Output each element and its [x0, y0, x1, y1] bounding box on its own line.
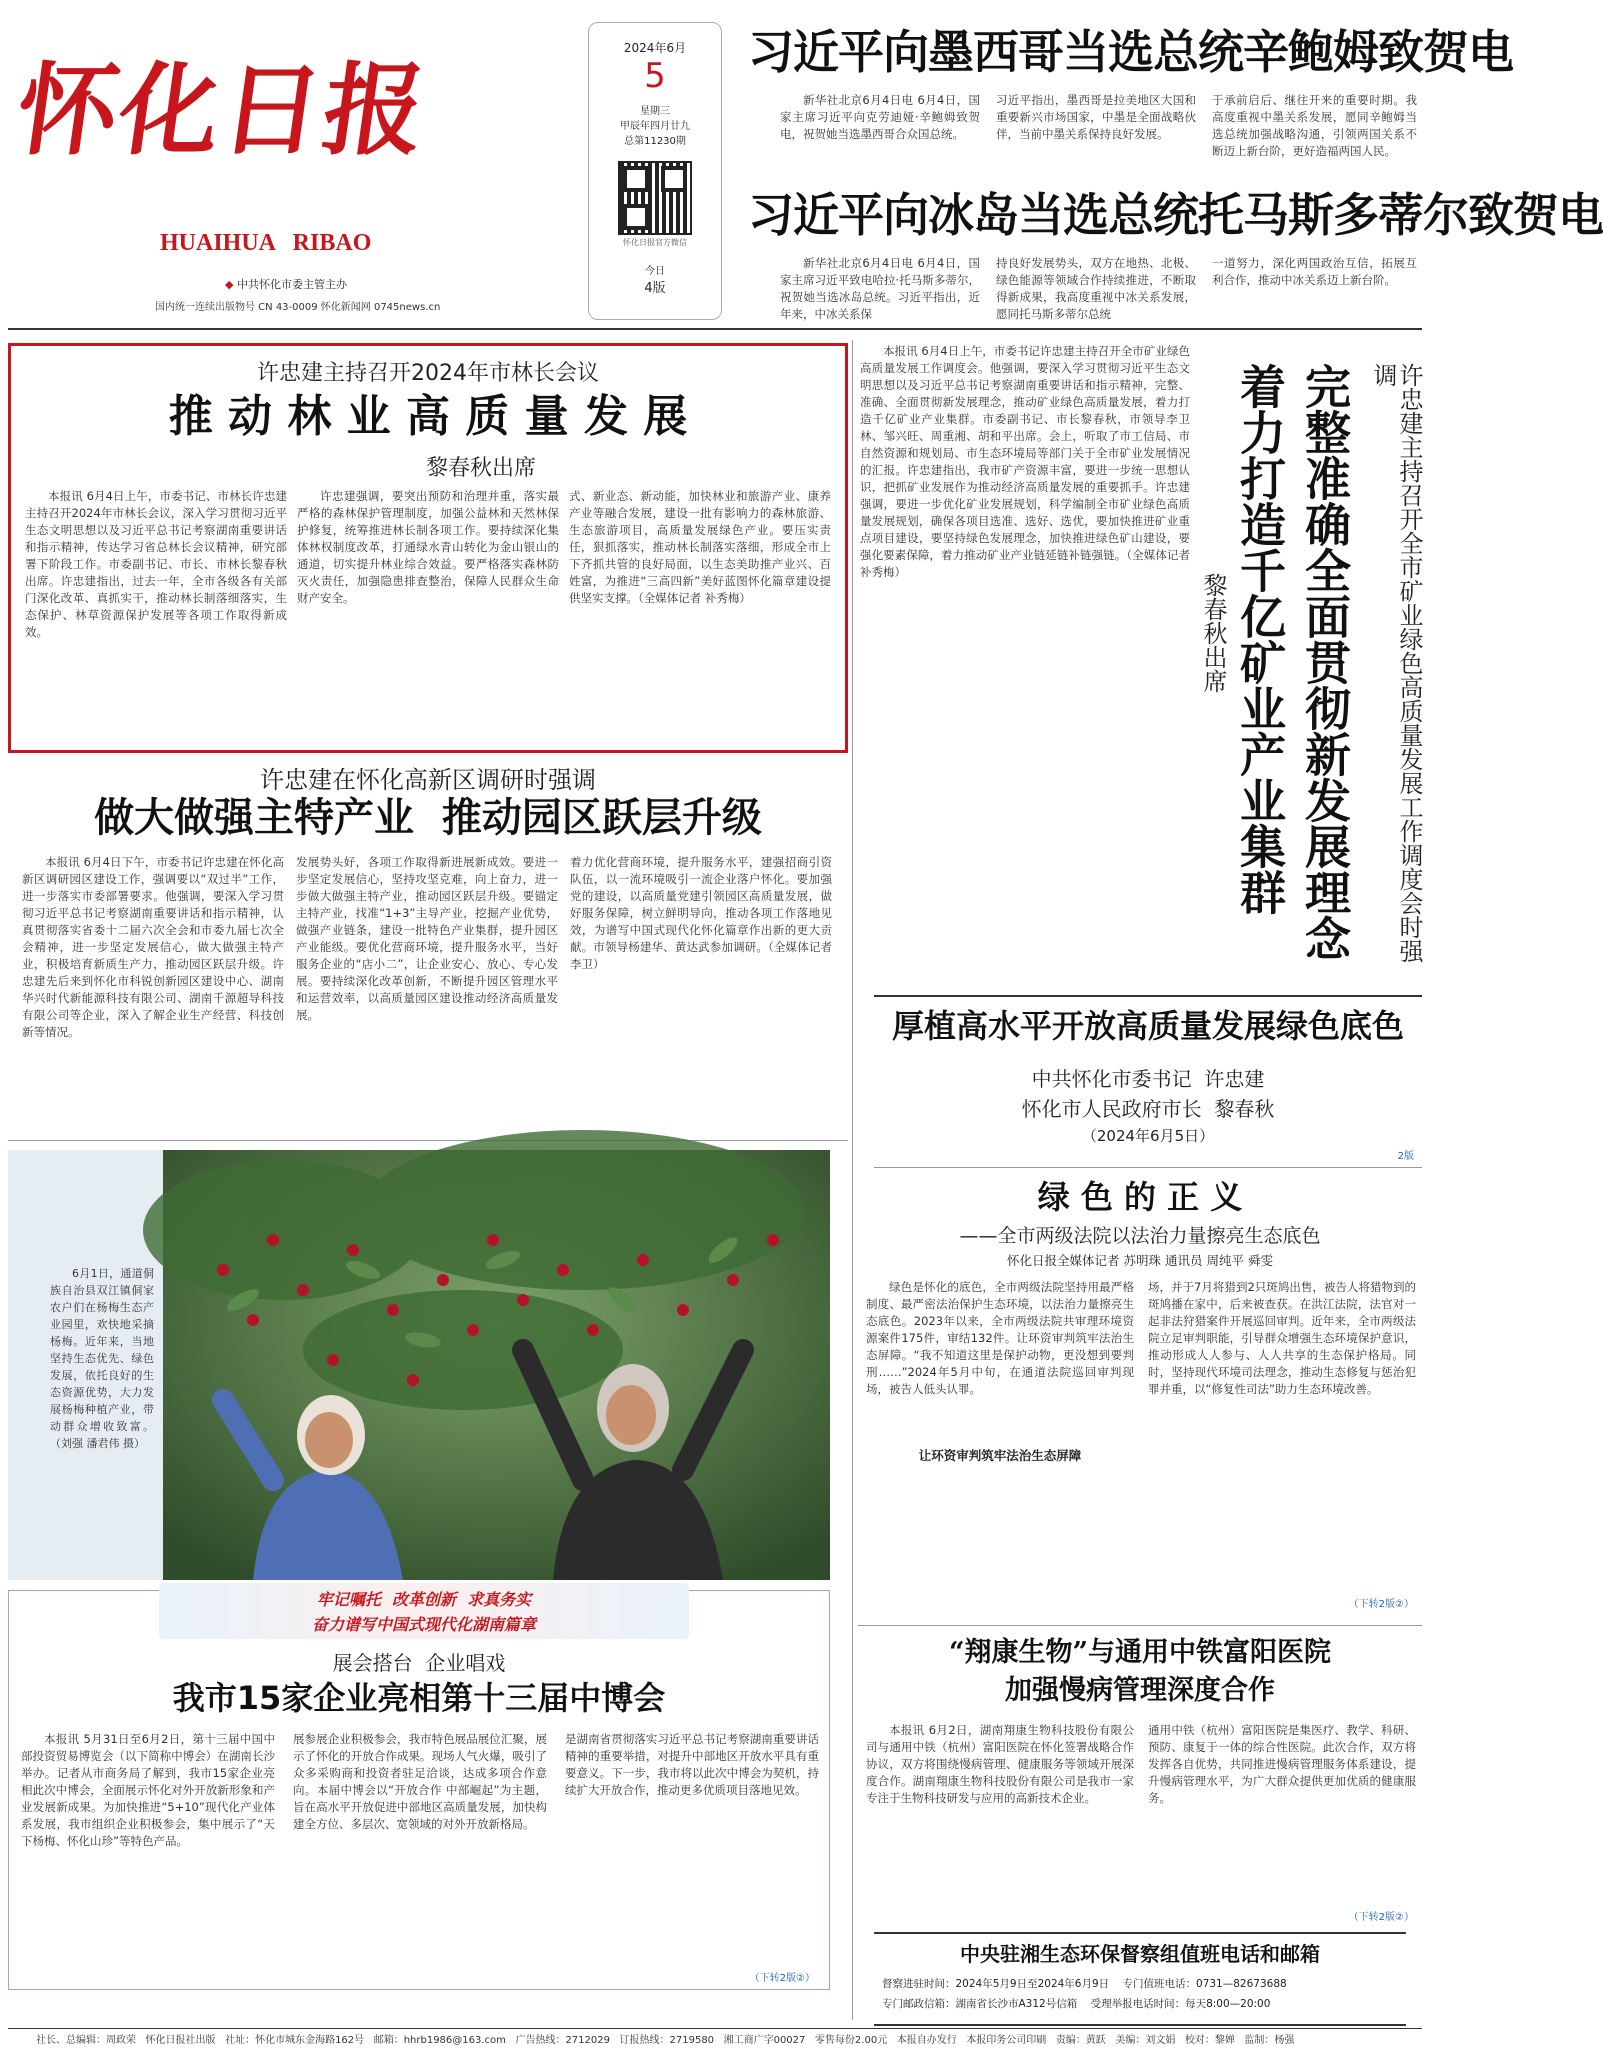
minerals-headline-a: 完整准确全面贯彻新发展理念: [1298, 363, 1352, 961]
supervision-title: 中央驻湘生态环保督察组值班电话和邮箱: [960, 1942, 1320, 1966]
expo-col3: 是湖南省贯彻落实习近平总书记考察湖南重要讲话精神的重要举措，对提升中部地区开放水平具有重要意义。下一步，我市将以此次中博会为契机，持续扩大开放合作，推动更多优质项目落地见效。: [565, 1732, 819, 1797]
commentary-headline: 厚植高水平开放高质量发展绿色底色: [891, 1007, 1404, 1045]
hightech-headline: 做大做强主特产业 推动园区跃层升级: [94, 795, 762, 841]
pages-label: 今日: [645, 266, 665, 277]
footer: 社长、总编辑：周政荣 怀化日报社出版 社址：怀化市城东金海路162号 邮箱：hhrb1986@163.com 广告热线：2712029 订报热线：2719580 湘工商广字00027 零售每份2.00元 本报自办发行 本报印务公司印刷 责编：黄跃 美编：刘文娟 校对：黎婵 监制：杨强: [36, 2035, 1295, 2046]
photo-image: [163, 1150, 830, 1580]
pages-count: 4版: [644, 281, 666, 296]
masthead: [0, 0, 1603, 325]
forestry-kicker: 许忠建主持召开2024年市林长会议: [257, 361, 599, 386]
minerals-col1: 本报讯 6月4日上午，市委书记许忠建主持召开全市矿业绿色高质量发展工作调度会。他强调，要深入学习贯彻习近平生态文明思想以及习近平总书记考察湖南重要讲话和指示精神，完整、准确、全面贯彻新发展理念，推动矿业绿色高质量发展，着力打造千亿矿业产业集群。市委副书记、市长黎春秋，市领导李卫林、邹兴旺、周重湘、胡和平出席。会上，听取了市工信局、市自然资源和规划局、市生态环境局等部门关于全市矿业发展情况的汇报。许忠建指出，我市矿产资源丰富，要进一步统一思想认识，把抓矿业发展作为推动经济高质量发展的重要抓手。许忠建强调，要进一步优化矿业发展规划，科学编制全市矿业绿色高质量发展规划，确保各项目选准、选好、选优，要加快推进矿业重点项目建设，要坚持绿色发展理念，加快推进绿色矿山建设，要强化要素保障，着力推动矿业产业链延链补链强链。（全媒体记者 补秀梅）: [860, 344, 1190, 579]
bio-continue: （下转2版②）: [1348, 1912, 1414, 1923]
date-day: 5: [644, 56, 666, 96]
minerals-kicker: 许忠建主持召开全市矿业绿色高质量发展工作调度会时强调: [1369, 363, 1423, 963]
bio-headline-b: 加强慢病管理深度合作: [1005, 1675, 1275, 1706]
forestry-sub: 黎春秋出席: [425, 456, 536, 481]
top-news-2-headline: 习近平向冰岛当选总统托马斯多蒂尔致贺电: [748, 188, 1603, 242]
justice-sub: ——全市两级法院以法治力量擦亮生态底色: [959, 1225, 1321, 1247]
article-bio: [858, 1625, 1422, 1926]
col-separator-main: [852, 340, 853, 2020]
banner-line1: 牢记嘱托 改革创新 求真务实: [316, 1590, 532, 1609]
article-hightech: [8, 760, 848, 1110]
justice-section: 让环资审判筑牢法治生态屏障: [866, 1445, 1134, 1467]
article-minerals: [858, 343, 1422, 983]
top-news-2-col3: 一道努力，深化两国政治互信，拓展互利合作，推动中冰关系迈上新台阶。: [1212, 256, 1417, 287]
justice-col2: 场，并于7月将猎到2只斑鸠出售，被告人将猎物到的斑鸠播在家中，后来被查获。在洪江法院，法官对一起非法狩猎案件开展巡回审判。近年来，全市两级法院立足审判职能，引导群众增强生态环境保护意识，推动形成人人参与、人人共享的生态保护格局。同时，坚持现代环境司法理念，推动生态修复与惩治犯罪并重，以“修复性司法”助力生态环境改善。: [1148, 1280, 1416, 1396]
photo-block: [8, 1150, 830, 1580]
date-box: [588, 22, 722, 320]
photo-caption: 6月1日，通道侗族自治县双江镇侗家农户们在杨梅生态产业园里，欢快地采摘杨梅。近年来，当地坚持生态优先、绿色发展，依托良好的生态资源优势，大力发展杨梅种植产业，带动群众增收致富。（刘强 潘君伟 摄）: [50, 1267, 154, 1450]
justice-col1: 绿色是怀化的底色，全市两级法院坚持用最严格制度、最严密法治保护生态环境，以法治力量擦亮生态底色。2023年以来，全市两级法院共审理环境资源案件175件，审结132件。让环资审判筑牢法治生态屏障。“我不知道这里是保护动物，更没想到要判刑……”2024年5月中旬，在通道法院巡回审判现场，被告人低头认罪。: [866, 1280, 1134, 1396]
commentary-author2: 怀化市人民政府市长 黎春秋: [1021, 1097, 1275, 1121]
top-news-1-headline: 习近平向墨西哥当选总统辛鲍姆致贺电: [748, 25, 1513, 79]
hightech-col1: 本报讯 6月4日下午，市委书记许忠建在怀化高新区调研园区建设工作，强调要以“双过半”工作，进一步落实市委部署要求。他强调，要深入学习贯彻习近平总书记考察湖南重要讲话和指示精神，认真贯彻落实省委十二届六次全会和市委九届七次全会精神，进一步坚定发展信心，做大做强主特产业，积极培育新质生产力，推动园区跃层升级。许忠建先后来到怀化市科锐创新园区建设中心、湖南华兴时代新能源科技有限公司、湖南千源超导科技有限公司等企业，深入了解企业生产经营、科技创新等情况。: [22, 855, 284, 1039]
forestry-col1: 本报讯 6月4日上午，市委书记、市林长许忠建主持召开2024年市林长会议，深入学习贯彻习近平生态文明思想以及习近平总书记考察湖南重要讲话和指示精神，传达学习省总林长会议精神，研究部署下阶段工作。市委副书记、市长、市林长黎春秋出席。许忠建指出，过去一年，全市各级各有关部门深化改革、真抓实干，推动林长制落细落实，生态保护、林草资源保护发展等各项工作取得新成效。: [25, 489, 287, 639]
hightech-kicker: 许忠建在怀化高新区调研时强调: [260, 766, 596, 794]
top-news-2-col2: 持良好发展势头，双方在地热、北极、绿色能源等领域合作持续推进，不断取得新成果，我高度重视中冰关系发展，愿同托马斯多蒂尔总统: [996, 256, 1196, 321]
forestry-col3: 式、新业态、新动能，加快林业和旅游产业、康养产业等融合发展，建设一批有影响力的森林旅游、生态旅游项目，高质量发展绿色产业。要压实责任，狠抓落实，推动林长制落实落细，形成全市上下齐抓共管的良好局面，以生态美助推产业兴、百姓富，为推进“三高四新”美好蓝图怀化篇章建设提供坚实支撑。（全媒体记者 补秀梅）: [569, 489, 831, 605]
bio-col1: 本报讯 6月2日，湖南翔康生物科技股份有限公司与通用中铁（杭州）富阳医院在怀化签署战略合作协议，双方将围绕慢病管理、健康服务等领域开展深度合作。湖南翔康生物科技股份有限公司是我市一家专注于生物科技研发与应用的高新技术企业。: [866, 1723, 1134, 1805]
masthead-divider: [8, 328, 1422, 330]
sponsor-logo-icon: ◆: [225, 278, 237, 291]
campaign-banner: [159, 1583, 689, 1639]
weekday: 星期三: [640, 106, 670, 117]
bio-headline-a: “翔康生物”与通用中铁富阳医院: [948, 1637, 1332, 1668]
supervision-row2: 专门邮政信箱：湖南省长沙市A312号信箱 受理举报电话时间：每天8:00—20:00: [882, 1998, 1271, 2010]
lunar-date: 甲辰年四月廿九: [620, 121, 690, 132]
top-news-1-col3: 于承前启后、继往开来的重要时期。我高度重视中墨关系发展，愿同辛鲍姆当选总统加强战略沟通，引领两国关系不断迈上新台阶，更好造福两国人民。: [1212, 93, 1417, 158]
qr-caption: 怀化日报官方微信: [623, 238, 687, 247]
photo-caption-panel: [8, 1150, 163, 1580]
bio-col2: 通用中铁（杭州）富阳医院是集医疗、教学、科研、预防、康复于一体的综合性医院。此次合作，双方将发挥各自优势，共同推进慢病管理服务体系建设，提升慢病管理水平，为广大群众提供更加优质的健康服务。: [1148, 1723, 1416, 1805]
top-news-1-col2: 习近平指出，墨西哥是拉美地区大国和重要新兴市场国家，中墨是全面战略伙伴，当前中墨关系保持良好发展。: [996, 93, 1196, 141]
expo-headline: 我市15家企业亮相第十三届中博会: [172, 1679, 666, 1717]
hightech-col2: 发展势头好，各项工作取得新进展新成效。要进一步坚定发展信心，坚持攻坚克难，向上奋力，进一步做大做强主特产业，推动园区跃层升级。要锚定主特产业，找准“1+3”主导产业，挖掘产业优势，做强产业链条，建设一批特色产业集群，提升园区产业能级。要优化营商环境，提升服务水平，当好服务企业的“店小二”，让企业安心、放心、专心发展。要持续深化改革创新，不断提升园区管理水平和运营效率，以高质量园区建设推动经济高质量发展。: [296, 855, 558, 1022]
masthead-title: 怀化日报: [9, 51, 435, 169]
cn-code: 国内统一连续出版物号 CN 43-0009 怀化新闻网 0745news.cn: [155, 302, 441, 313]
justice-headline: 绿 色 的 正 义: [1037, 1178, 1243, 1216]
minerals-headline-b: 着力打造千亿矿业产业集群: [1233, 363, 1287, 915]
commentary-author1: 中共怀化市委书记 许忠建: [1031, 1067, 1265, 1091]
article-forestry: [8, 343, 848, 753]
expo-col1: 本报讯 5月31日至6月2日，第十三届中国中部投资贸易博览会（以下简称中博会）在湖南长沙举办。记者从市商务局了解到，我市15家企业亮相此次中博会，全面展示怀化对外开放新形象和产业发展新成果。为加快推进“5+10”现代化产业体系发展，我市组织企业积极参会，集中展示了“天下杨梅、怀化山珍”等特色产品。: [21, 1732, 275, 1848]
justice-continue: （下转2版②）: [1348, 1599, 1414, 1610]
issue-number: 总第11230期: [624, 136, 686, 147]
expo-col2: 展参展企业积极参会，我市特色展品展位汇聚，展示了怀化的开放合作成果。现场人气火爆，吸引了众多采购商和投资者驻足洽谈，达成多项合作意向。本届中博会以“开放合作 中部崛起”为主题，旨在高水平开放促进中部地区高质量发展，加快构建全方位、多层次、宽领域的对外开放新格局。: [293, 1732, 547, 1831]
hightech-col3: 着力优化营商环境，提升服务水平，建强招商引资队伍，以一流环境吸引一流企业落户怀化。要加强党的建设，以高质量党建引领园区高质量发展，做好服务保障，树立鲜明导向，推动各项工作落地见效，为谱写中国式现代化怀化篇章作出新的更大贡献。市领导杨建华、黄达武参加调研。（全媒体记者 李卫）: [570, 855, 832, 971]
justice-byline: 怀化日报全媒体记者 苏明珠 通讯员 周纯平 舜雯: [1007, 1253, 1273, 1268]
commentary-date: （2024年6月5日）: [1081, 1127, 1215, 1145]
top-news-1-col1: 新华社北京6月4日电 6月4日，国家主席习近平向克劳迪娅·辛鲍姆致贺电，祝贺她当选墨西哥合众国总统。: [780, 93, 980, 141]
article-justice: [858, 1175, 1422, 1615]
banner-line2: 奋力谱写中国式现代化湖南篇章: [311, 1615, 536, 1634]
commentary-continue: 2版: [1397, 1151, 1414, 1162]
sponsor: 中共怀化市委主管主办: [236, 278, 347, 291]
expo-continue: （下转2版②）: [749, 1973, 815, 1984]
forestry-headline: 推 动 林 业 高 质 量 发 展: [168, 391, 688, 442]
minerals-sub: 黎春秋出席: [1199, 573, 1227, 693]
qr-code: [618, 161, 692, 235]
expo-kicker: 展会搭台 企业唱戏: [332, 1651, 506, 1675]
sponsor-line: [225, 276, 347, 292]
top-news-2-col1: 新华社北京6月4日电 6月4日，国家主席习近平致电哈拉·托马斯多蒂尔，祝贺她当选冰岛总统。习近平指出，近年来，中冰关系保: [780, 256, 980, 321]
commentary: [874, 995, 1422, 1168]
masthead-pinyin: HUAIHUA RIBAO: [160, 230, 372, 256]
supervision-row1: 督察进驻时间：2024年5月9日至2024年6月9日 专门值班电话：0731—82673688: [882, 1978, 1287, 1990]
divider-hightech: [8, 1140, 848, 1141]
forestry-col2: 许忠建强调，要突出预防和治理并重，落实最严格的森林保护管理制度，加强公益林和天然林保护修复，统筹推进林长制各项工作。要持续深化集体林权制度改革，打通绿水青山转化为金山银山的通道，切实提升林业综合效益。要严格落实森林防灭火责任，加强隐患排查整治，保障人民群众生命财产安全。: [297, 489, 559, 605]
date-month: 2024年6月: [623, 41, 687, 55]
article-expo: [8, 1590, 830, 1990]
footer-divider: [8, 2028, 1422, 2029]
supervision-box: [874, 1932, 1406, 2026]
